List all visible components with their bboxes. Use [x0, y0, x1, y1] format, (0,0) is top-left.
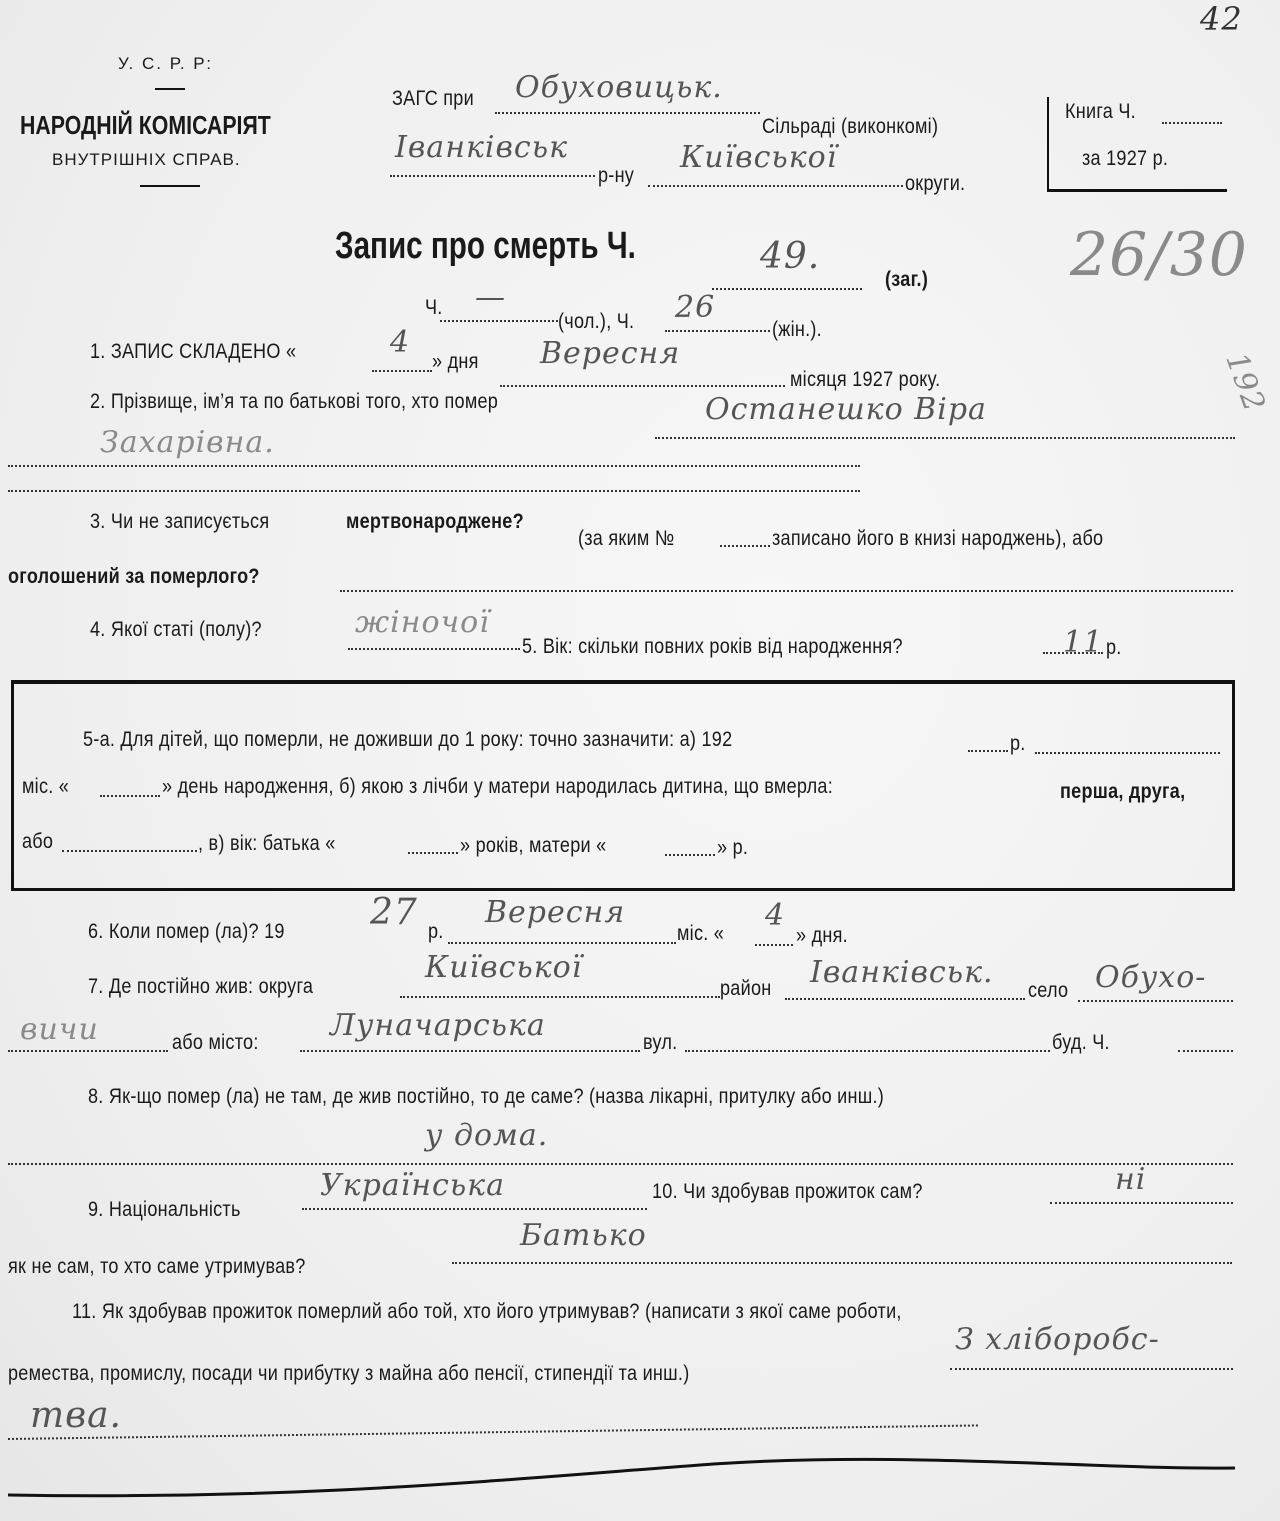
- commissariat-title: НАРОДНІЙ КОМІСАРІЯТ: [20, 110, 271, 140]
- f11-line-1: [950, 1368, 1233, 1370]
- field-5-label: 5. Вік: скільки повних років від народження?: [522, 635, 903, 658]
- closing-rule: [0, 1440, 1280, 1510]
- divider: [155, 88, 185, 90]
- f1-day-line: [372, 370, 432, 372]
- field-7-selo-a: Обухо-: [1095, 960, 1207, 995]
- f9-line: [302, 1208, 647, 1210]
- field-11-label-line1: 11. Як здобував прожиток померлий або той, хто його утримував? (написати з якої саме роботи,: [72, 1300, 902, 1323]
- field-9-label: 9. Національність: [88, 1198, 241, 1221]
- okruha-label: округи.: [905, 172, 966, 195]
- field-11-value-a: З хліборобс-: [955, 1322, 1160, 1357]
- field-11-label-line2: ремества, промислу, посади чи прибутку з майна або пенсії, стипендії та инш.): [8, 1362, 690, 1385]
- field-3-bold-a: мертвонароджене?: [346, 510, 524, 533]
- field-1-month: Вересня: [540, 336, 681, 371]
- female-number-line: [665, 330, 770, 332]
- field-7-raion: Іванківськ.: [810, 955, 994, 990]
- field-9-value: Українська: [320, 1168, 505, 1203]
- f2-line-3: [8, 490, 860, 492]
- f7-bud-line: [1178, 1050, 1233, 1052]
- field-3-label-a: 3. Чи не записується: [90, 510, 270, 533]
- field-8-value: у дома.: [425, 1118, 549, 1153]
- raion-value: Іванківськ: [395, 130, 568, 165]
- zags-label: ЗАГС при: [392, 87, 474, 110]
- field-6-year: 27: [370, 892, 418, 933]
- field-5a-line1-suffix: р.: [1010, 732, 1026, 755]
- f3-number-line: [720, 545, 770, 547]
- field-5a-line3-c: » років, матери «: [460, 834, 607, 857]
- raion-field-line: [390, 175, 595, 177]
- field-8-label: 8. Як-що помер (ла) не там, де жив постійно, то де саме? (назва лікарні, притулку або инш.): [88, 1085, 885, 1108]
- f11-line-2: [8, 1424, 978, 1440]
- f6-day-line: [755, 944, 793, 946]
- book-number-line: [1162, 122, 1222, 124]
- f5a-month-line: [100, 795, 160, 797]
- f1-month-line: [500, 385, 785, 387]
- field-7-raion-label: район: [720, 977, 772, 1000]
- f7-raion-line: [785, 998, 1025, 1000]
- field-7-label: 7. Де постійно жив: округа: [88, 975, 314, 998]
- book-year: за 1927 р.: [1082, 147, 1169, 170]
- zags-field-line: [495, 112, 760, 114]
- field-5a-line2-bold: перша, друга,: [1060, 780, 1186, 803]
- field-6-mis: міс. «: [677, 922, 725, 945]
- f5a-father-age-line: [408, 852, 458, 854]
- field-6-day: 4: [765, 898, 786, 933]
- field-5a-line3-b: , в) вік: батька «: [198, 832, 336, 855]
- record-number-male: —: [475, 280, 506, 315]
- record-number-female: 26: [675, 290, 716, 325]
- field-10-sub-label: як не сам, то хто саме утримував?: [8, 1255, 306, 1278]
- zags-value: Обуховицьк.: [515, 70, 723, 105]
- f7-okruha-line: [400, 996, 720, 998]
- field-5a-line1: 5-а. Для дітей, що померли, не доживши до 1 року: точно зазначити: а) 192: [83, 728, 733, 751]
- f7-misto-line: [300, 1050, 640, 1052]
- republic-label: У. С. Р. Р:: [118, 54, 213, 73]
- field-7-selo-b: вичи: [20, 1012, 99, 1047]
- field-7-street: Луначарська: [330, 1008, 546, 1043]
- field-6-r: р.: [428, 920, 444, 943]
- commissariat-subtitle: ВНУТРІШНІХ СПРАВ.: [52, 150, 241, 169]
- total-label: (заг.): [885, 268, 929, 291]
- f7-selo-cont-line: [8, 1050, 168, 1052]
- field-2-value-line2: Захарівна.: [100, 425, 275, 460]
- okruha-field-line: [648, 185, 903, 187]
- record-title: Запис про смерть Ч.: [335, 225, 636, 267]
- male-label: (чол.), Ч.: [558, 310, 635, 333]
- field-7-misto-label: або місто:: [172, 1031, 259, 1054]
- okruha-value: Київської: [680, 140, 838, 175]
- field-7-vul-label: вул.: [643, 1031, 678, 1054]
- field-1-label: 1. ЗАПИС СКЛАДЕНО «: [90, 340, 297, 363]
- f2-line-1: [655, 437, 1235, 439]
- field-2-value-line1: Останешко Віра: [705, 392, 987, 427]
- field-5-suffix: р.: [1106, 636, 1122, 659]
- field-7-bud-label: буд. Ч.: [1052, 1031, 1110, 1054]
- corner-page-mark: 42: [1200, 0, 1243, 38]
- male-number-line: [440, 320, 558, 322]
- margin-note-year: 192: [1218, 348, 1272, 417]
- f5a-or-line: [62, 850, 197, 852]
- field-6-month: Вересня: [485, 895, 626, 930]
- field-7-okruha: Київської: [425, 950, 583, 985]
- record-number-total: 49.: [760, 236, 821, 277]
- raion-label: р-ну: [598, 164, 635, 187]
- field-5-value: 11: [1063, 625, 1104, 660]
- f3-declared-line: [340, 590, 1233, 592]
- field-11-value-b: тва.: [30, 1395, 122, 1436]
- field-5a-line2-a: міс. «: [22, 775, 70, 798]
- field-4-value: жіночої: [355, 605, 490, 640]
- f5a-mother-age-line: [665, 854, 715, 856]
- field-6-tail: » дня.: [796, 924, 848, 947]
- field-3-label-c: записано його в книзі народжень), або: [772, 527, 1104, 550]
- f5a-year-line: [968, 750, 1008, 752]
- f10-line: [1050, 1202, 1233, 1204]
- council-label: Сільраді (виконкомі): [762, 115, 939, 138]
- field-3-bold-b: оголошений за померлого?: [8, 565, 260, 588]
- field-10-label: 10. Чи здобував прожиток сам?: [652, 1180, 923, 1203]
- f8-line: [8, 1163, 1233, 1165]
- ch-label: Ч.: [425, 296, 443, 319]
- margin-note: 26/30: [1070, 220, 1248, 290]
- f4-line: [348, 648, 520, 650]
- book-number-label: Книга Ч.: [1065, 100, 1136, 123]
- f7-selo-line: [1078, 1000, 1233, 1002]
- field-10-value: ні: [1115, 1162, 1147, 1197]
- f7-vul-line: [685, 1050, 1050, 1052]
- field-4-label: 4. Якої статі (полу)?: [90, 618, 262, 641]
- female-label: (жін.).: [772, 318, 822, 341]
- field-3-label-b: (за яким №: [578, 527, 675, 550]
- f6-month-line: [448, 942, 676, 944]
- field-1-tail: місяця 1927 року.: [790, 368, 941, 391]
- record-number-line: [712, 288, 862, 290]
- field-7-selo-label: село: [1028, 979, 1069, 1002]
- field-10-sub-value: Батько: [520, 1218, 647, 1253]
- field-2-label: 2. Прізвище, ім’я та по батькові того, хто помер: [90, 390, 499, 413]
- f5a-year-tail-line: [1035, 752, 1220, 754]
- field-5a-line3-d: » р.: [717, 836, 749, 859]
- f10-sub-line: [452, 1262, 1232, 1264]
- field-1-day: 4: [390, 325, 411, 360]
- divider: [140, 185, 200, 187]
- f2-line-2: [8, 465, 860, 467]
- field-5a-line3-a: або: [22, 830, 54, 853]
- field-5a-line2-b: » день народження, б) якою з лічби у матери народилась дитина, що вмерла:: [162, 775, 833, 798]
- field-1-day-suffix: » дня: [432, 350, 479, 373]
- field-6-label: 6. Коли помер (ла)? 19: [88, 920, 285, 943]
